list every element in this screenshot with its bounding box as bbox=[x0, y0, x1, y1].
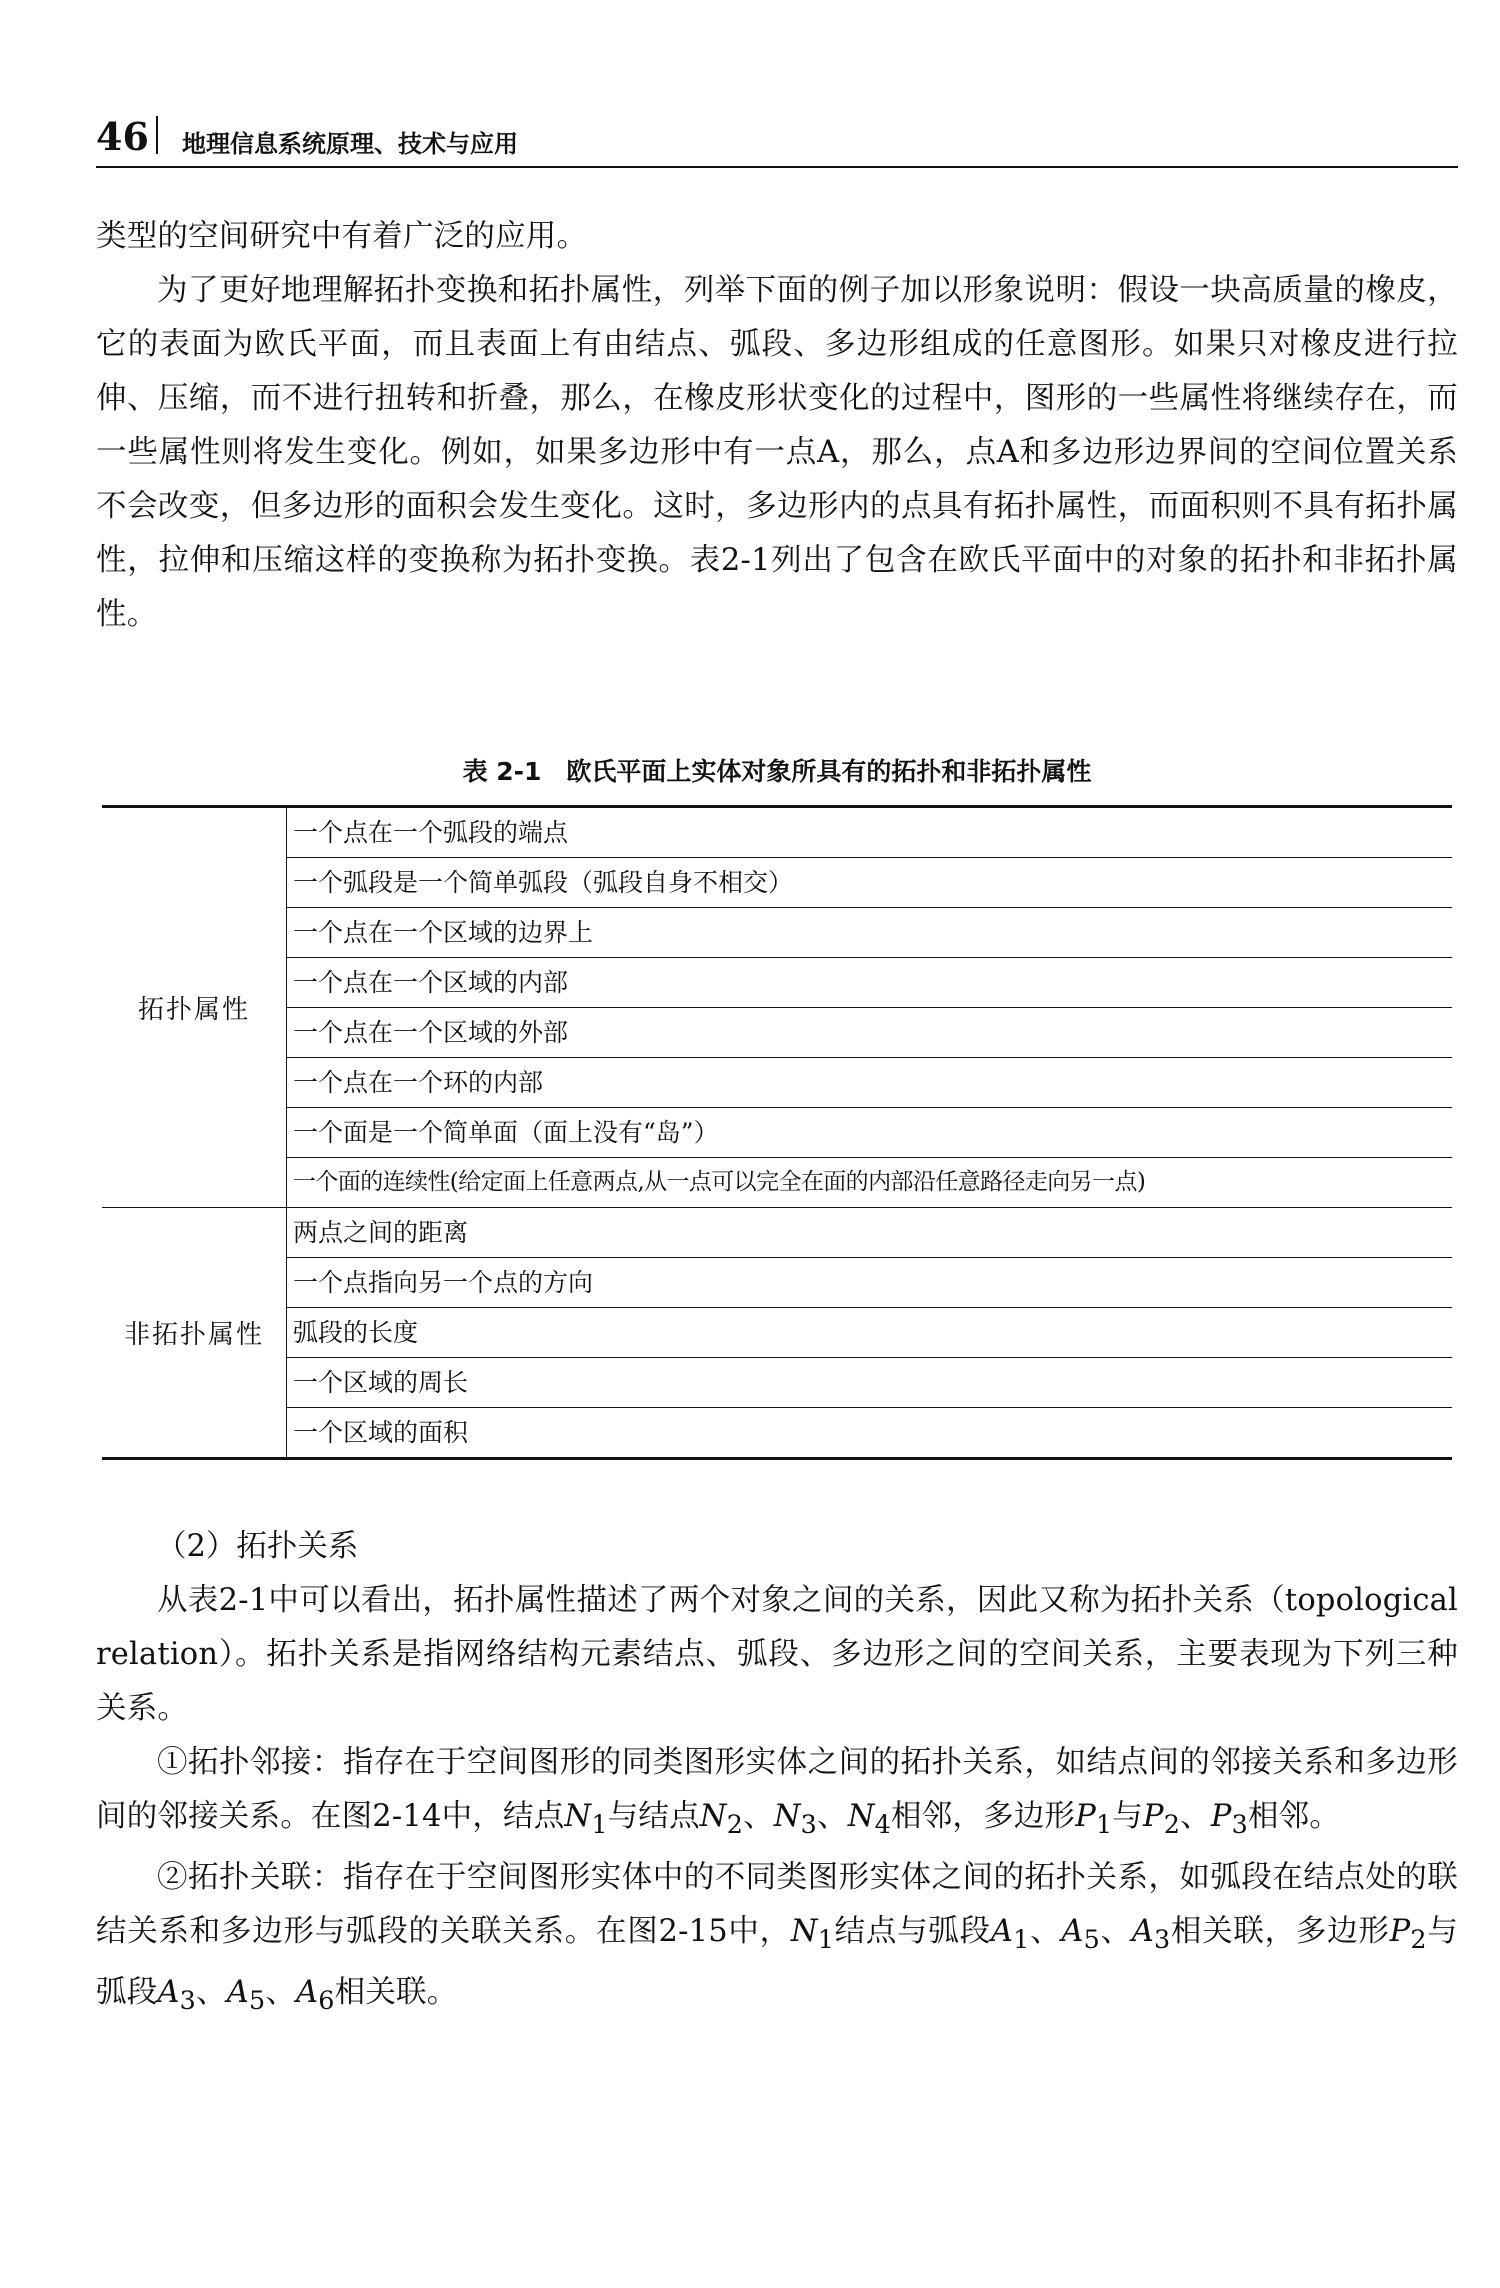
text-run: 、 bbox=[1029, 1914, 1062, 1950]
group-label: 拓扑属性 bbox=[102, 808, 287, 1207]
body-text-top bbox=[96, 210, 1458, 642]
subscript: 2 bbox=[726, 1809, 744, 1840]
text-run: 结点与弧段 bbox=[834, 1914, 991, 1950]
table-row: 弧段的长度 bbox=[287, 1307, 1452, 1357]
header-divider bbox=[156, 116, 158, 154]
subscript: 5 bbox=[248, 1985, 266, 2016]
symbol-a: A bbox=[1061, 1914, 1084, 1950]
text-run: 、 bbox=[196, 1975, 227, 2011]
subscript: 3 bbox=[1154, 1924, 1171, 1955]
symbol-a: A bbox=[157, 1975, 180, 2011]
running-header bbox=[96, 108, 1458, 168]
subscript: 1 bbox=[817, 1924, 835, 1955]
symbol-a: A bbox=[990, 1914, 1014, 1950]
table-row: 两点之间的距离 bbox=[293, 1218, 469, 1247]
paragraph-example: 为了更好地理解拓扑变换和拓扑属性，列举下面的例子加以形象说明：假设一块高质量的橡皮，它的表面为欧氏平面，而且表面上有由结点、弧段、多边形组成的任意图形。如果只对橡皮进行拉伸、压缩，而不进行扭转和折叠，那么，在橡皮形状变化的过程中，图形的一些属性将继续存在，而一些属性则将发生变化。例如，如果多边形中有一点A，那么，点A和多边形边界间的空间位置关系不会改变，但多边形的面积会发生变化。这时，多边形内的点具有拓扑属性，而面积则不具有拓扑属性，拉伸和压缩这样的变换称为拓扑变换。表2-1列出了包含在欧氏平面中的对象的拓扑和非拓扑属性。 bbox=[96, 273, 1458, 632]
table-caption: 表 2-1 欧氏平面上实体对象所具有的拓扑和非拓扑属性 bbox=[462, 757, 1092, 786]
subscript: 3 bbox=[179, 1985, 197, 2016]
text-run: 、 bbox=[1099, 1914, 1132, 1950]
paragraph-topological-relation: 从表2-1中可以看出，拓扑属性描述了两个对象之间的关系，因此又称为拓扑关系（topological relation）。拓扑关系是指网络结构元素结点、弧段、多边形之间的空间关系，主要表现为下列三种关系。 bbox=[96, 1583, 1458, 1726]
symbol-n: N bbox=[773, 1799, 801, 1834]
subscript: 3 bbox=[1231, 1809, 1248, 1840]
table-row: 一个点在一个区域的边界上 bbox=[287, 907, 1452, 957]
text-run: 与 bbox=[1112, 1799, 1144, 1834]
table-row: 一个弧段是一个简单弧段（弧段自身不相交） bbox=[287, 857, 1452, 907]
text-run: 相关联，多边形 bbox=[1170, 1914, 1390, 1950]
group-label: 非拓扑属性 bbox=[102, 1208, 287, 1457]
group-items bbox=[287, 808, 1452, 1207]
paragraph-adjacency bbox=[96, 1736, 1458, 1851]
text-run: 、 bbox=[817, 1799, 848, 1834]
symbol-p: P bbox=[1389, 1914, 1411, 1950]
text-run: 与结点 bbox=[607, 1799, 700, 1834]
symbol-a: A bbox=[1131, 1914, 1154, 1950]
table-row: 一个区域的周长 bbox=[287, 1357, 1452, 1407]
table-group-nontopological bbox=[102, 1207, 1452, 1457]
symbol-p: P bbox=[1075, 1799, 1096, 1834]
subscript: 1 bbox=[1095, 1809, 1113, 1840]
properties-table bbox=[102, 805, 1452, 1460]
paragraph-incidence bbox=[96, 1851, 1458, 2027]
paragraph-continuation: 类型的空间研究中有着广泛的应用。 bbox=[96, 219, 588, 254]
section-heading: （2）拓扑关系 bbox=[156, 1529, 359, 1564]
page-number: 46 bbox=[96, 114, 149, 159]
text-run: 与弧段 bbox=[96, 1914, 1459, 2011]
subscript: 3 bbox=[800, 1809, 818, 1840]
table-row: 一个区域的面积 bbox=[287, 1407, 1452, 1457]
text-run: ②拓扑关联：指存在于空间图形实体中的不同类图形实体之间的拓扑关系，如弧段在结点处的联结关系和多边形与弧段的关联关系。在图2-15中， bbox=[96, 1860, 1458, 1950]
text-run: 相邻，多边形 bbox=[891, 1799, 1076, 1834]
symbol-a: A bbox=[296, 1975, 319, 2011]
subscript: 1 bbox=[591, 1809, 608, 1840]
text-run: 、 bbox=[1180, 1799, 1211, 1834]
subscript: 5 bbox=[1083, 1924, 1100, 1955]
table-row: 一个点在一个弧段的端点 bbox=[293, 818, 569, 847]
symbol-n: N bbox=[847, 1799, 875, 1834]
symbol-n: N bbox=[564, 1799, 592, 1834]
symbol-p: P bbox=[1143, 1799, 1164, 1834]
subscript: 4 bbox=[874, 1809, 891, 1840]
subscript: 2 bbox=[1163, 1809, 1181, 1840]
table-row: 一个点在一个区域的外部 bbox=[287, 1007, 1452, 1057]
table-row: 一个点在一个环的内部 bbox=[287, 1057, 1452, 1107]
text-run: 相关联。 bbox=[334, 1975, 458, 2011]
table-row: 一个面的连续性(给定面上任意两点,从一点可以完全在面的内部沿任意路径走向另一点) bbox=[287, 1157, 1452, 1207]
symbol-p: P bbox=[1210, 1799, 1232, 1834]
text-run: 、 bbox=[743, 1799, 774, 1834]
subscript: 6 bbox=[318, 1985, 335, 2016]
subscript: 2 bbox=[1410, 1924, 1427, 1955]
symbol-n: N bbox=[699, 1799, 727, 1834]
text-run: ①拓扑邻接：指存在于空间图形的同类图形实体之间的拓扑关系，如结点间的邻接关系和多边形间的邻接关系。在图2-14中，结点 bbox=[96, 1745, 1458, 1834]
symbol-a: A bbox=[226, 1975, 249, 2011]
text-run: 、 bbox=[265, 1975, 297, 2011]
body-text-bottom bbox=[96, 1520, 1458, 2027]
subscript: 1 bbox=[1013, 1924, 1030, 1955]
book-title: 地理信息系统原理、技术与应用 bbox=[182, 130, 518, 158]
table-row: 一个点在一个区域的内部 bbox=[287, 957, 1452, 1007]
symbol-n: N bbox=[790, 1914, 818, 1950]
table-row: 一个点指向另一个点的方向 bbox=[287, 1257, 1452, 1307]
group-items bbox=[287, 1208, 1452, 1457]
text-run: 相邻。 bbox=[1247, 1799, 1341, 1834]
table-row: 一个面是一个简单面（面上没有“岛”） bbox=[287, 1107, 1452, 1157]
table-group-topological bbox=[102, 808, 1452, 1207]
